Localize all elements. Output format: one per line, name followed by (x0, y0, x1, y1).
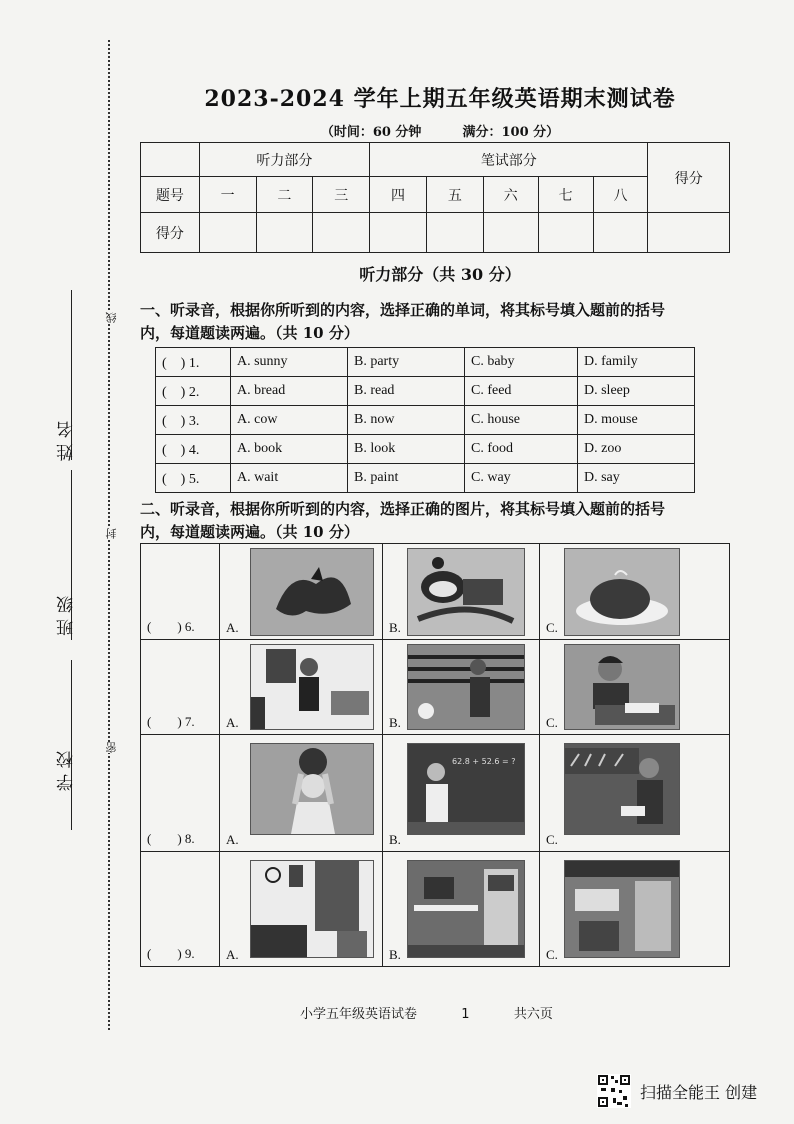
table-row (141, 544, 730, 640)
part1-instruction-line2: 内，每道题读两遍。（共 10 分） (140, 324, 359, 342)
score-row-label: 得分 (141, 213, 200, 253)
answer-blank[interactable] (141, 852, 220, 967)
score-cell-3[interactable] (313, 213, 370, 253)
option-label: C. (546, 947, 558, 962)
score-cell-2[interactable] (256, 213, 313, 253)
answer-blank[interactable] (141, 735, 220, 852)
blackboard-equation: 62.8 + 52.6 = ? (452, 757, 516, 766)
part1-instruction-line1: 一、听录音，根据你所听到的内容，选择正确的单词，将其标号填入题前的括号 (140, 301, 666, 319)
answer-blank[interactable]: ( ) 5. (156, 464, 231, 493)
table-row (156, 435, 695, 464)
picture-option-b[interactable] (383, 640, 540, 735)
score-cell-total[interactable] (648, 213, 730, 253)
question-number: ( ) 6. (147, 619, 195, 634)
score-table (140, 142, 730, 253)
table-row (141, 852, 730, 967)
option-label: C. (546, 715, 558, 730)
picture-option-c[interactable] (540, 640, 730, 735)
part2-instruction-line1: 二、听录音，根据你所听到的内容，选择正确的图片，将其标号填入题前的括号 (140, 500, 666, 518)
picture-option-b[interactable] (383, 852, 540, 967)
kitchen-image (564, 860, 680, 958)
answer-blank[interactable]: ( ) 2. (156, 377, 231, 406)
picture-option-a[interactable] (220, 544, 383, 640)
listening-section-heading: 听力部分（共 30 分） (359, 265, 521, 284)
picture-option-b[interactable] (383, 735, 540, 852)
question-number: ( ) 7. (147, 714, 195, 729)
option-d: D. sleep (578, 377, 695, 406)
option-b: B. party (348, 348, 465, 377)
margin-mark-line: 线 (105, 312, 118, 323)
boy-reading-image (564, 644, 680, 730)
answer-blank[interactable]: ( ) 1. (156, 348, 231, 377)
picture-option-a[interactable] (220, 640, 383, 735)
answer-blank[interactable]: ( ) 4. (156, 435, 231, 464)
bedroom-clock-image (250, 860, 374, 958)
qr-code-icon (597, 1074, 631, 1108)
roast-duck-image (250, 548, 374, 636)
option-d: D. family (578, 348, 695, 377)
margin-mark-secret: 密 (105, 742, 118, 753)
part1-instruction (140, 299, 665, 345)
footer-total-pages: 共六页 (513, 1007, 553, 1022)
option-c: C. way (465, 464, 578, 493)
total-score-header: 得分 (648, 143, 730, 213)
option-a: A. book (231, 435, 348, 464)
score-cell-4[interactable] (370, 213, 427, 253)
option-label: C. (546, 620, 558, 635)
option-d: D. zoo (578, 435, 695, 464)
scanner-watermark: 扫描全能王 创建 (640, 1083, 758, 1102)
option-a: A. sunny (231, 348, 348, 377)
question-number-label: 题号 (141, 177, 200, 213)
option-a: A. wait (231, 464, 348, 493)
table-row (156, 348, 695, 377)
col-5: 五 (426, 177, 483, 213)
option-c: C. food (465, 435, 578, 464)
answer-blank[interactable] (141, 544, 220, 640)
option-label: B. (389, 620, 401, 635)
option-label: C. (546, 832, 558, 847)
table-row (141, 735, 730, 852)
writing-group-header: 笔试部分 (370, 143, 648, 177)
listening-group-header: 听力部分 (199, 143, 369, 177)
option-label: A. (226, 715, 239, 730)
col-4: 四 (370, 177, 427, 213)
part2-instruction-line2: 内，每道题读两遍。（共 10 分） (140, 523, 359, 541)
col-3: 三 (313, 177, 370, 213)
table-row (156, 406, 695, 435)
teacher-blackboard-math-image (407, 743, 525, 835)
study-room-computer-image (407, 860, 525, 958)
col-7: 七 (538, 177, 593, 213)
exam-full-score: 满分：100 分） (462, 125, 560, 140)
footer-exam-name: 小学五年级英语试卷 (300, 1007, 418, 1022)
score-cell-7[interactable] (538, 213, 593, 253)
part1-options-table (155, 347, 695, 493)
answer-blank[interactable]: ( ) 3. (156, 406, 231, 435)
class-label: 班级 (57, 590, 77, 636)
score-cell-1[interactable] (199, 213, 256, 253)
picture-option-a[interactable] (220, 852, 383, 967)
boy-cleaning-image (250, 644, 374, 730)
name-label: 姓名 (57, 415, 77, 461)
page-footer (300, 1003, 553, 1022)
picture-option-b[interactable] (383, 544, 540, 640)
table-row (156, 377, 695, 406)
option-b: B. paint (348, 464, 465, 493)
option-d: D. mouse (578, 406, 695, 435)
option-c: C. baby (465, 348, 578, 377)
picture-option-a[interactable] (220, 735, 383, 852)
col-8: 八 (593, 177, 648, 213)
boy-playing-ball-image (407, 644, 525, 730)
option-label: B. (389, 832, 401, 847)
option-b: B. look (348, 435, 465, 464)
option-label: A. (226, 620, 239, 635)
picture-option-c[interactable] (540, 735, 730, 852)
col-2: 二 (256, 177, 313, 213)
col-1: 一 (199, 177, 256, 213)
question-number: ( ) 8. (147, 831, 195, 846)
exam-meta (130, 121, 750, 140)
table-row (156, 464, 695, 493)
part2-instruction (140, 498, 665, 544)
table-row (141, 640, 730, 735)
score-cell-5[interactable] (426, 213, 483, 253)
option-b: B. now (348, 406, 465, 435)
school-label: 学校 (57, 745, 77, 791)
option-label: B. (389, 947, 401, 962)
boy-holding-ball-image (250, 743, 374, 835)
option-c: C. house (465, 406, 578, 435)
option-label: B. (389, 715, 401, 730)
score-cell-8[interactable] (593, 213, 648, 253)
part2-picture-table (140, 543, 730, 967)
margin-mark-seal: 封 (105, 528, 118, 539)
option-d: D. say (578, 464, 695, 493)
option-c: C. feed (465, 377, 578, 406)
col-6: 六 (483, 177, 538, 213)
picture-option-c[interactable] (540, 544, 730, 640)
option-label: A. (226, 832, 239, 847)
question-number: ( ) 9. (147, 946, 195, 961)
footer-page-number: 1 (461, 1007, 470, 1022)
option-label: A. (226, 947, 239, 962)
exam-time: （时间：60 分钟 (320, 125, 422, 140)
score-table-corner (141, 143, 200, 177)
page-title: 2023-2024 学年上期五年级英语期末测试卷 (204, 86, 676, 112)
desserts-image (407, 548, 525, 636)
roast-chicken-image (564, 548, 680, 636)
option-a: A. cow (231, 406, 348, 435)
picture-option-c[interactable] (540, 852, 730, 967)
option-b: B. read (348, 377, 465, 406)
answer-blank[interactable] (141, 640, 220, 735)
teacher-chinese-class-image (564, 743, 680, 835)
option-a: A. bread (231, 377, 348, 406)
score-cell-6[interactable] (483, 213, 538, 253)
